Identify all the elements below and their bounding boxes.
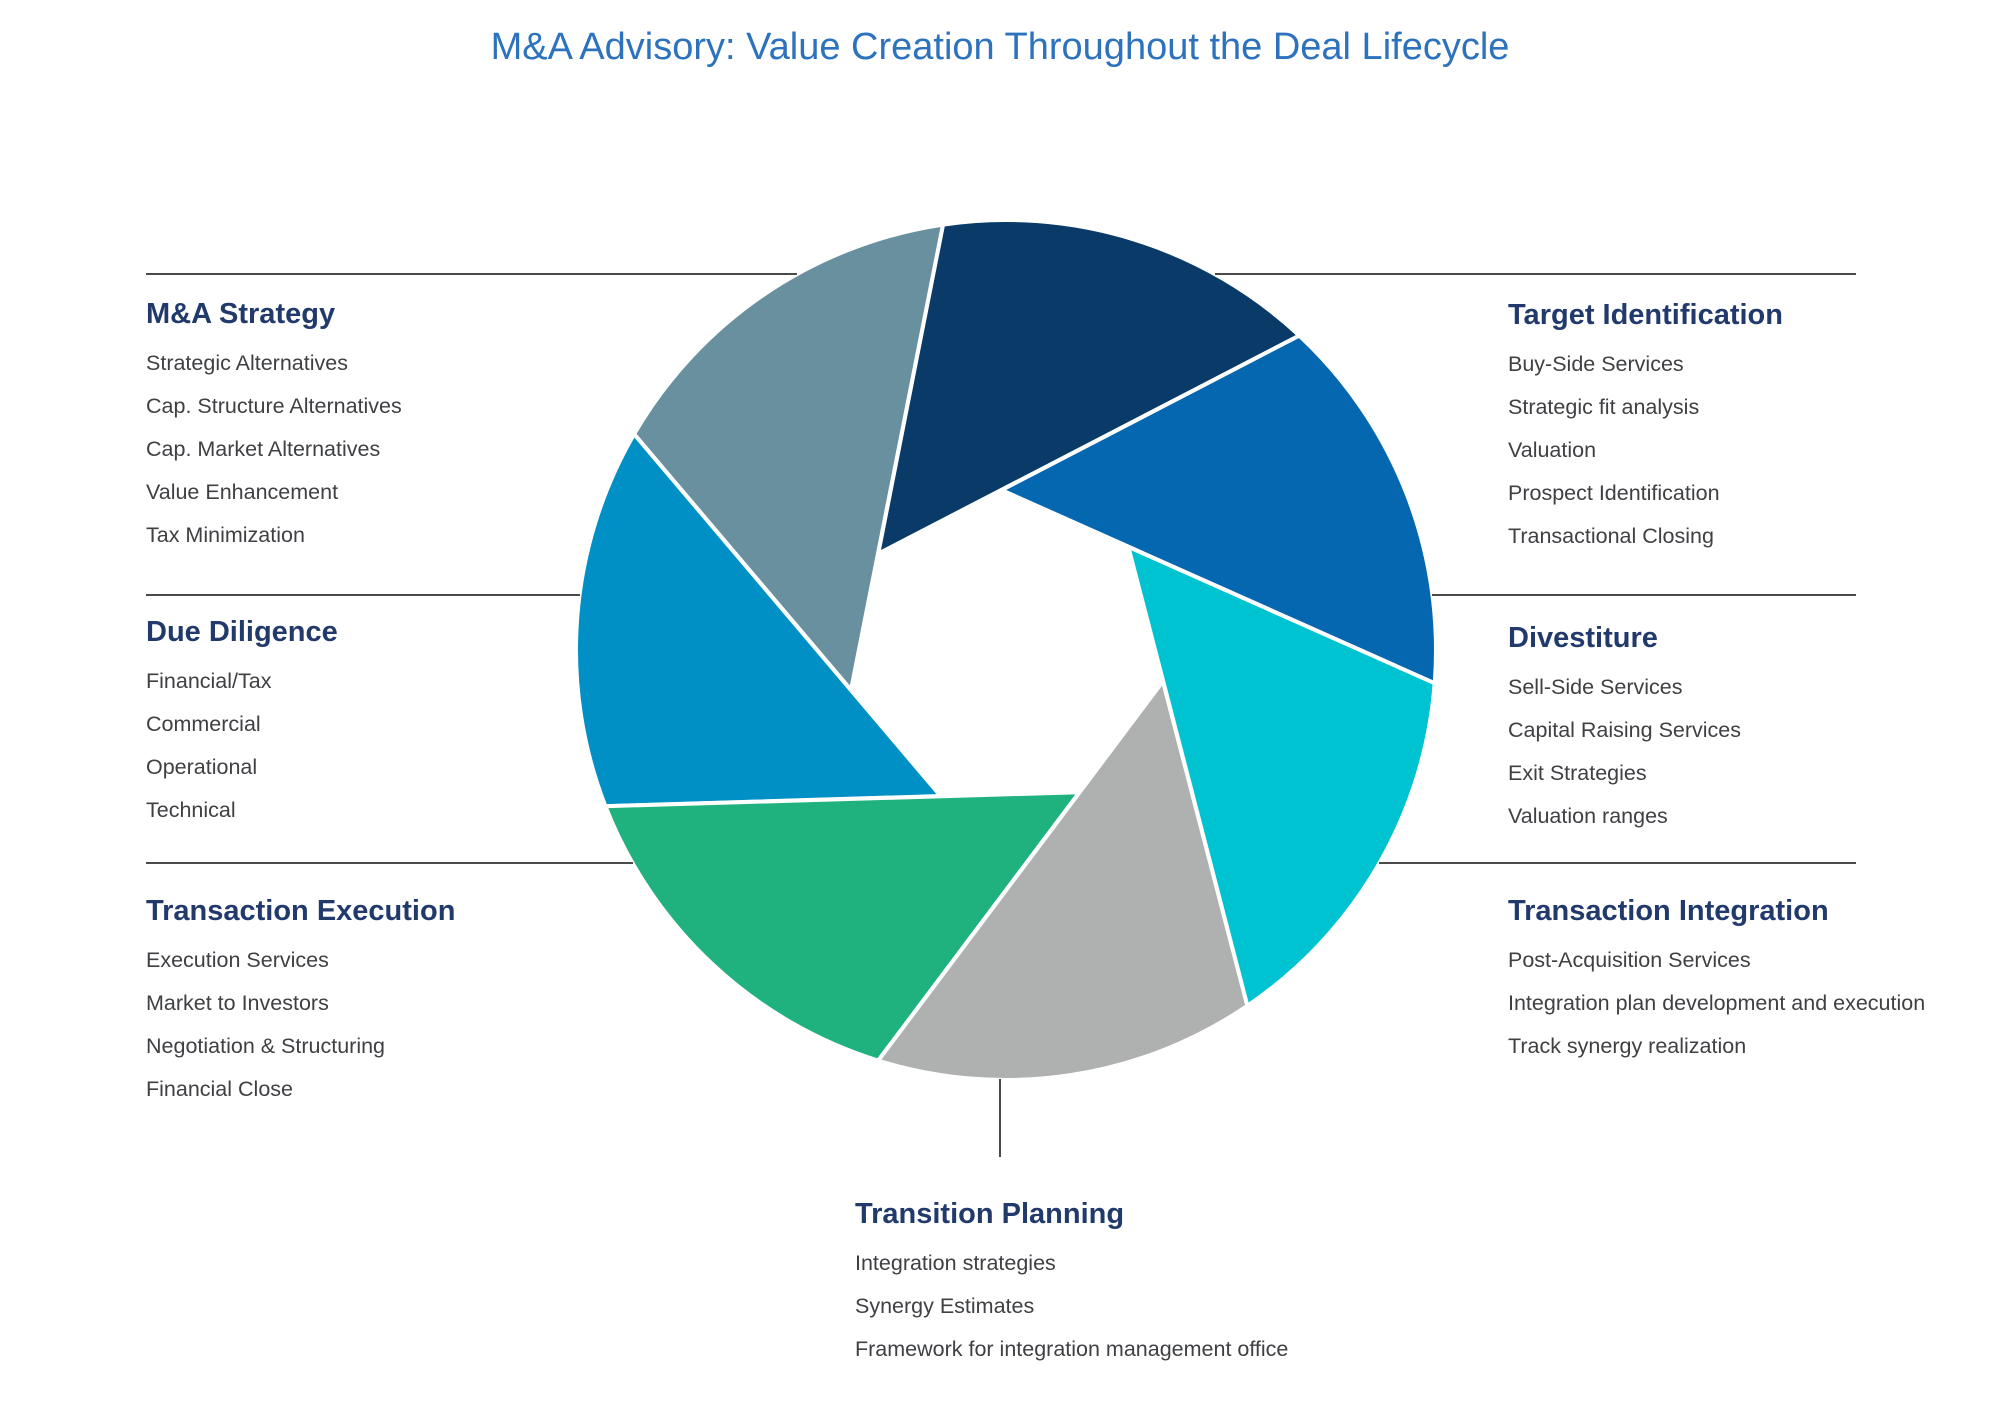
list-item: Valuation (1508, 438, 1597, 462)
list-item: Track synergy realization (1508, 1034, 1747, 1058)
list-item: Commercial (146, 712, 261, 736)
section-transaction-execution (146, 893, 455, 1111)
list-item: Capital Raising Services (1508, 718, 1742, 742)
section-divestiture-heading: Divestiture (1508, 622, 1658, 654)
list-item: Framework for integration management office (855, 1337, 1289, 1361)
list-item: Prospect Identification (1508, 481, 1720, 505)
list-item: Buy-Side Services (1508, 352, 1684, 376)
list-item: Strategic fit analysis (1508, 395, 1700, 419)
list-item: Execution Services (146, 948, 329, 972)
list-item: Tax Minimization (146, 523, 305, 547)
section-divestiture (1508, 620, 1741, 838)
section-due-diligence (146, 614, 338, 832)
section-transition-planning (855, 1196, 1288, 1371)
list-item: Financial/Tax (146, 669, 272, 693)
section-ma-strategy (146, 296, 402, 557)
section-due-diligence-heading: Due Diligence (146, 616, 338, 648)
section-target-identification-heading: Target Identification (1508, 299, 1783, 331)
list-item: Operational (146, 755, 258, 779)
list-item: Integration plan development and execution (1508, 991, 1926, 1015)
list-item: Cap. Market Alternatives (146, 437, 381, 461)
list-item: Technical (146, 798, 236, 822)
rule-target-identification (1215, 273, 1856, 275)
rule-transaction-integration (1379, 862, 1856, 864)
list-item: Sell-Side Services (1508, 675, 1683, 699)
section-transition-planning-heading: Transition Planning (855, 1198, 1125, 1230)
list-item: Synergy Estimates (855, 1294, 1035, 1318)
list-item: Cap. Structure Alternatives (146, 394, 402, 418)
rule-ma-strategy (146, 273, 797, 275)
rule-divestiture (1432, 594, 1856, 596)
section-transaction-integration-heading: Transaction Integration (1508, 895, 1829, 927)
section-ma-strategy-heading: M&A Strategy (146, 298, 336, 330)
list-item: Negotiation & Structuring (146, 1034, 386, 1058)
leader-transition-planning (999, 1079, 1001, 1157)
list-item: Post-Acquisition Services (1508, 948, 1751, 972)
list-item: Valuation ranges (1508, 804, 1668, 828)
list-item: Value Enhancement (146, 480, 339, 504)
rule-transaction-execution (146, 862, 633, 864)
section-transaction-integration (1508, 893, 1925, 1068)
page-title: M&A Advisory: Value Creation Throughout the Deal Lifecycle (490, 26, 1510, 68)
list-item: Strategic Alternatives (146, 351, 348, 375)
section-target-identification (1508, 297, 1783, 558)
list-item: Market to Investors (146, 991, 329, 1015)
section-transaction-execution-heading: Transaction Execution (146, 895, 456, 927)
list-item: Financial Close (146, 1077, 293, 1101)
list-item: Exit Strategies (1508, 761, 1647, 785)
list-item: Transactional Closing (1508, 524, 1714, 548)
list-item: Integration strategies (855, 1251, 1056, 1275)
rule-due-diligence (146, 594, 580, 596)
